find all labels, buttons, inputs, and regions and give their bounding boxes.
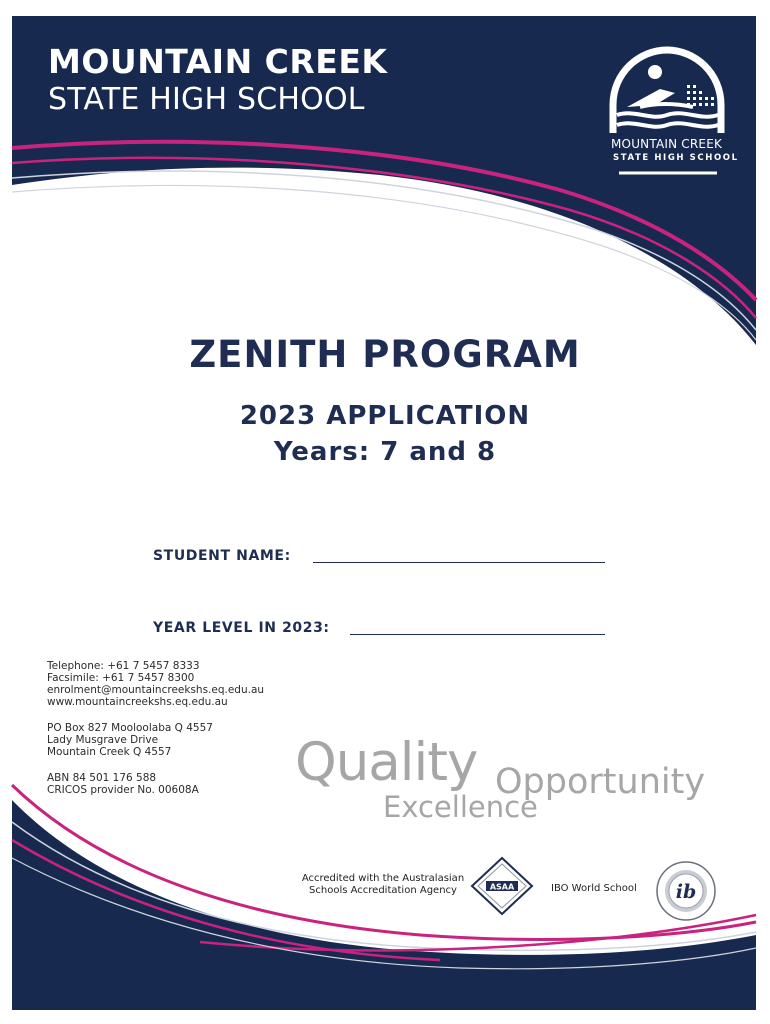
email-link[interactable]: enrolment@mountaincreekshs.eq.edu.au: [47, 684, 265, 696]
student-name-field[interactable]: [313, 562, 605, 563]
accreditation-text: [298, 873, 468, 897]
page-title: ZENITH PROGRAM: [189, 333, 581, 376]
ib-seal-icon: [655, 860, 717, 922]
asaa-badge-text: ASAA: [489, 882, 515, 892]
contact-address: [47, 722, 213, 758]
accreditation-line2: Schools Accreditation Agency: [309, 885, 457, 896]
student-name-label: STUDENT NAME:: [153, 548, 291, 564]
year-level-field[interactable]: [350, 634, 605, 635]
school-name-line2: STATE HIGH SCHOOL: [48, 82, 365, 117]
year-level-label: YEAR LEVEL IN 2023:: [153, 620, 330, 636]
motto-excellence: Excellence: [383, 790, 538, 824]
subtitle-line1: 2023 APPLICATION: [239, 401, 531, 431]
contact-phone-fax-web: [47, 660, 264, 708]
contact-registration: [47, 772, 199, 796]
telephone: Telephone: +61 7 5457 8333: [47, 660, 200, 672]
crest-label-line1: MOUNTAIN CREEK: [611, 137, 723, 151]
po-box: PO Box 827 Mooloolaba Q 4557: [47, 722, 213, 734]
subtitle-line2: Years: 7 and 8: [273, 437, 497, 467]
school-name-line1: MOUNTAIN CREEK: [48, 42, 388, 81]
facsimile: Facsimile: +61 7 5457 8300: [47, 672, 195, 684]
street: Lady Musgrave Drive: [47, 734, 159, 746]
accreditation-line1: Accredited with the Australasian: [301, 873, 465, 884]
ibo-world-school-label: IBO World School: [551, 883, 637, 894]
asaa-badge-icon: [470, 856, 534, 916]
website-link[interactable]: www.mountaincreekshs.eq.edu.au: [47, 696, 228, 708]
cricos: CRICOS provider No. 00608A: [47, 784, 199, 796]
suburb: Mountain Creek Q 4557: [47, 746, 172, 758]
page-subtitle: [0, 398, 770, 470]
motto-quality: Quality: [295, 732, 478, 793]
ib-mark-text: ib: [675, 881, 697, 903]
crest-label-line2: STATE HIGH SCHOOL: [613, 153, 739, 163]
abn: ABN 84 501 176 588: [47, 772, 157, 784]
school-name: [48, 42, 387, 118]
motto-opportunity: Opportunity: [495, 762, 706, 802]
